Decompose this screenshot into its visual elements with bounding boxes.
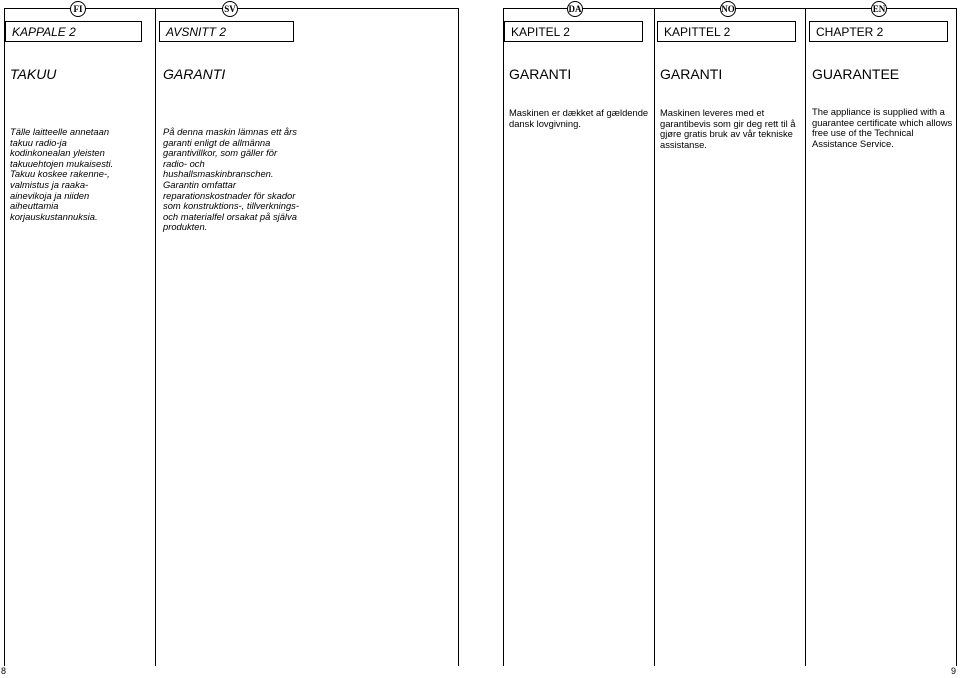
section-heading-fi: TAKUU	[10, 66, 57, 82]
section-heading-en: GUARANTEE	[812, 66, 900, 82]
guarantee-text-en: The appliance is supplied with a guarantee certificate which allows free use of the Technical Assistance Service.	[812, 106, 953, 149]
guarantee-text-sv: På denna maskin lämnas ett års garanti enligt de allmänna garantivillkor, som gäller för radio- och hushallsmaskinbranschen. Garantin omfattar reparationskostnader för skador som konstruktions-, tillverknings- och materialfel orsakat på själva produkten.	[163, 126, 299, 233]
section-heading-da: GARANTI	[509, 66, 572, 82]
column-divider	[458, 8, 459, 666]
page-number-right: 9	[951, 666, 957, 676]
guarantee-text-da: Maskinen er dækket af gældende dansk lovgivning.	[509, 107, 649, 129]
column-divider	[503, 8, 504, 666]
chapter-label-sv: AVSNITT 2	[159, 21, 294, 42]
guarantee-text-fi: Tälle laitteelle annetaan takuu radio-ja kodinkonealan yleisten takuuehtojen mukaisesti. Takuu koskee rakenne-, valmistus ja raaka-ainevikoja ja niiden aiheuttamia korjauskustannuksia.	[10, 126, 114, 222]
chapter-label-da: KAPITEL 2	[504, 21, 643, 42]
chapter-label-no: KAPITTEL 2	[657, 21, 796, 42]
language-badge-fi: FI	[70, 1, 86, 17]
column-divider	[805, 8, 806, 666]
column-divider	[956, 8, 957, 666]
chapter-label-en: CHAPTER 2	[809, 21, 948, 42]
section-heading-sv: GARANTI	[163, 66, 226, 82]
column-divider	[654, 8, 655, 666]
language-badge-sv: SV	[222, 1, 238, 17]
language-badge-en: EN	[871, 1, 887, 17]
column-divider	[4, 8, 5, 666]
page-number-left: 8	[1, 666, 7, 676]
column-divider	[155, 8, 156, 666]
chapter-label-fi: KAPPALE 2	[5, 21, 142, 42]
language-badge-da: DA	[567, 1, 583, 17]
section-heading-no: GARANTI	[660, 66, 723, 82]
guarantee-text-no: Maskinen leveres med et garantibevis som gir deg rett til å gjøre gratis bruk av vår tekniske assistanse.	[660, 107, 796, 150]
language-badge-no: NO	[720, 1, 736, 17]
